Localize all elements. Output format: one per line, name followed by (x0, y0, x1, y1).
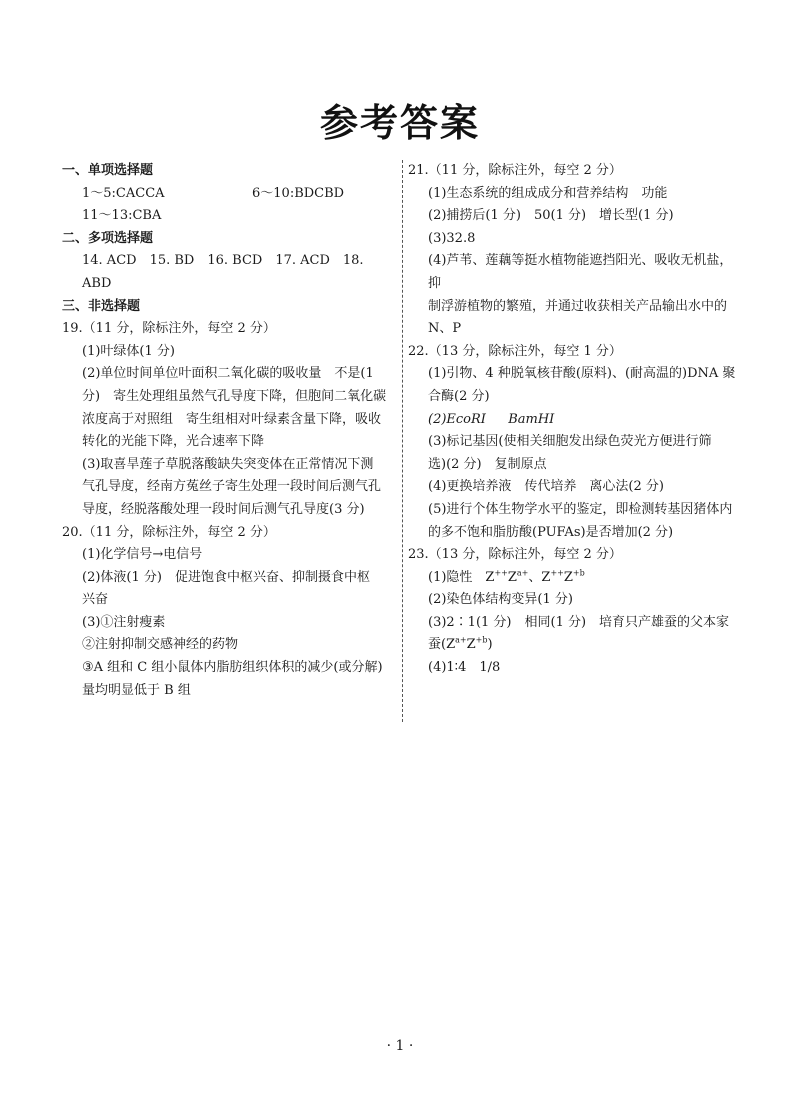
q19-header: 19.（11 分，除标注外，每空 2 分） (62, 321, 276, 337)
q20-line: (3)①注射瘦素 (82, 614, 166, 630)
q21-line: (3)32.8 (428, 230, 476, 246)
q23-line: (3)2∶1(1 分) 相同(1 分) 培育只产雄蚕的父本家 (428, 614, 730, 630)
q22-line (408, 409, 740, 432)
answer-6-10: 6～10:BDCBD (252, 185, 345, 201)
q20-line: ②注射抑制交感神经的药物 (82, 637, 239, 653)
q22-line: 合酶(2 分) (428, 388, 490, 404)
answer-11-13: 11～13:CBA (82, 208, 162, 224)
q22-line: (1)引物、4 种脱氧核苷酸(原料)、(耐高温的)DNA 聚 (428, 366, 736, 382)
enzyme-ecori: (2)EcoRⅠ (428, 411, 486, 427)
q21-line: (4)芦苇、莲藕等挺水植物能遮挡阳光、吸收无机盐，抑 (428, 253, 733, 291)
q21-header: 21.（11 分，除标注外，每空 2 分） (408, 163, 622, 178)
q19-line: 分) 寄生处理组虽然气孔导度下降，但胞间二氧化碳 (82, 388, 387, 404)
q22-header: 22.（13 分，除标注外，每空 1 分） (408, 343, 622, 359)
answer-row (62, 183, 392, 206)
q19-line: (3)取喜旱莲子草脱落酸缺失突变体在正常情况下测 (82, 456, 374, 472)
q20-line: ③A 组和 C 组小鼠体内脂肪组织体积的减少(或分解) (82, 660, 383, 676)
q23-line-genotype: (1)隐性 $Z^{++}Z^{a+}$、$Z^{++}Z^{+b}$ (428, 568, 585, 585)
enzyme-bamhi: BamHⅠ (508, 411, 555, 427)
q23-line-genotype: 蚕$(Z^{a+}Z^{+b})$ (428, 636, 493, 653)
answer-1-5: 1～5:CACCA (82, 185, 165, 201)
page-number: · 1 · (386, 1038, 414, 1054)
q19-line: 浓度高于对照组 寄生组相对叶绿素含量下降，吸收 (82, 411, 382, 427)
q22-line: (4)更换培养液 传代培养 离心法(2 分) (428, 479, 664, 495)
q20-line: (1)化学信号→电信号 (82, 547, 203, 563)
section-multi-choice-title: 二、多项选择题 (62, 230, 154, 246)
page-title: 参考答案 (319, 101, 480, 145)
q21-line: (1)生态系统的组成成分和营养结构 功能 (428, 185, 668, 201)
q22-line: 选)(2 分) 复制原点 (428, 456, 547, 472)
left-column (62, 160, 392, 702)
q20-header: 20.（11 分，除标注外，每空 2 分） (62, 524, 276, 540)
q19-line: 气孔导度，经南方菟丝子寄生处理一段时间后测气孔 (82, 479, 382, 495)
q22-line: (5)进行个体生物学水平的鉴定，即检测转基因猪体内 (428, 501, 733, 517)
q21-line: N、P (428, 321, 462, 337)
section-non-choice-title: 三、非选择题 (62, 298, 141, 314)
q20-line: 兴奋 (82, 592, 109, 608)
answer-14-18: 14. ACD 15. BD 16. BCD 17. ACD 18. ABD (82, 253, 364, 291)
column-divider (402, 160, 403, 722)
section-single-choice-title: 一、单项选择题 (62, 163, 154, 178)
q20-line: 量均明显低于 B 组 (82, 682, 191, 698)
right-column (408, 160, 740, 680)
q19-line: (2)单位时间单位叶面积二氧化碳的吸收量 不是(1 (82, 366, 374, 382)
q20-line: (2)体液(1 分) 促进饱食中枢兴奋、抑制摄食中枢 (82, 569, 370, 585)
q22-line: (3)标记基因(使相关细胞发出绿色荧光方便进行筛 (428, 434, 712, 450)
q23-header: 23.（13 分，除标注外，每空 2 分） (408, 547, 622, 563)
q19-line: 转化的光能下降，光合速率下降 (82, 434, 265, 450)
q23-line: (2)染色体结构变异(1 分) (428, 592, 573, 608)
q22-line: 的多不饱和脂肪酸(PUFAs)是否增加(2 分) (428, 524, 674, 540)
q23-line: (4)1∶4 1/8 (428, 660, 501, 676)
q19-line: 导度，经脱落酸处理一段时间后测气孔导度(3 分) (82, 501, 365, 517)
q19-line: (1)叶绿体(1 分) (82, 343, 175, 359)
q21-line: (2)捕捞后(1 分) 50(1 分) 增长型(1 分) (428, 208, 674, 224)
q21-line: 制浮游植物的繁殖，并通过收获相关产品输出水中的 (428, 298, 728, 314)
